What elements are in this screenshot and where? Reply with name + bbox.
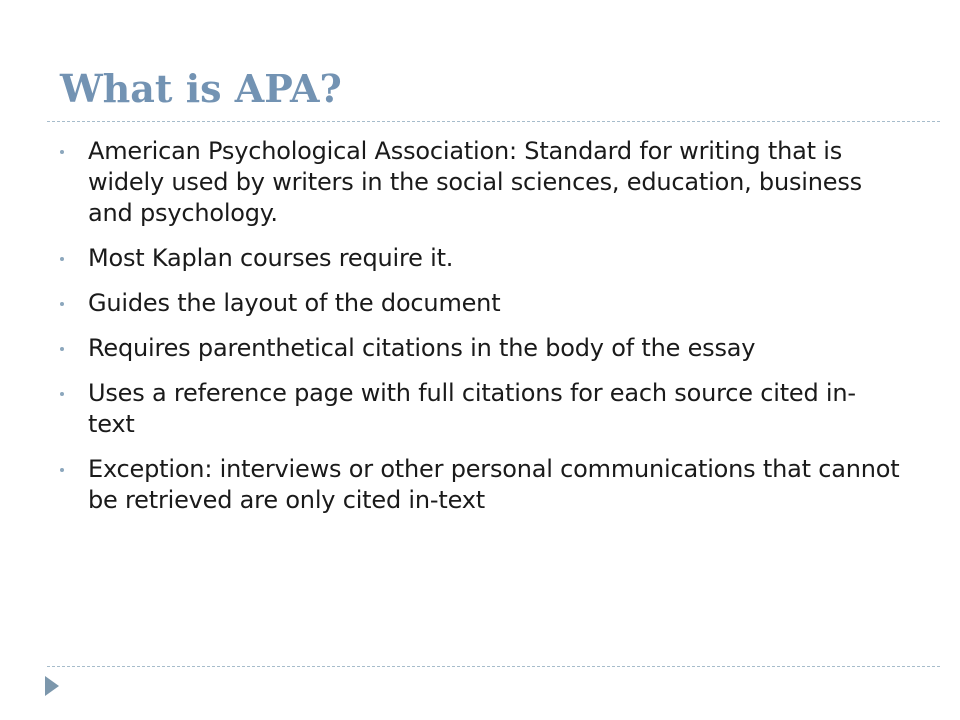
bullet-item xyxy=(60,243,900,274)
bullet-dot-icon xyxy=(60,347,64,351)
bullet-text: Most Kaplan courses require it. xyxy=(88,244,454,272)
bullet-item xyxy=(60,136,900,229)
bullet-dot-icon xyxy=(60,257,64,261)
bullet-item xyxy=(60,378,900,440)
bullet-item xyxy=(60,454,900,516)
title-divider xyxy=(47,121,940,122)
bullet-list xyxy=(60,136,900,530)
slide-title: What is APA? xyxy=(60,66,342,111)
triangle-right-icon xyxy=(45,676,59,696)
bullet-dot-icon xyxy=(60,302,64,306)
bullet-text: Exception: interviews or other personal communications that cannot be retrieved are only cited in-text xyxy=(88,455,900,514)
bullet-item xyxy=(60,288,900,319)
bullet-text: Requires parenthetical citations in the body of the essay xyxy=(88,334,756,362)
bullet-dot-icon xyxy=(60,392,64,396)
footer-divider xyxy=(47,666,940,667)
bullet-text: Uses a reference page with full citations for each source cited in-text xyxy=(88,379,856,438)
bullet-text: Guides the layout of the document xyxy=(88,289,501,317)
bullet-dot-icon xyxy=(60,150,64,154)
bullet-item xyxy=(60,333,900,364)
bullet-text: American Psychological Association: Standard for writing that is widely used by writers in the social sciences, education, business and psychology. xyxy=(88,137,862,227)
bullet-dot-icon xyxy=(60,468,64,472)
